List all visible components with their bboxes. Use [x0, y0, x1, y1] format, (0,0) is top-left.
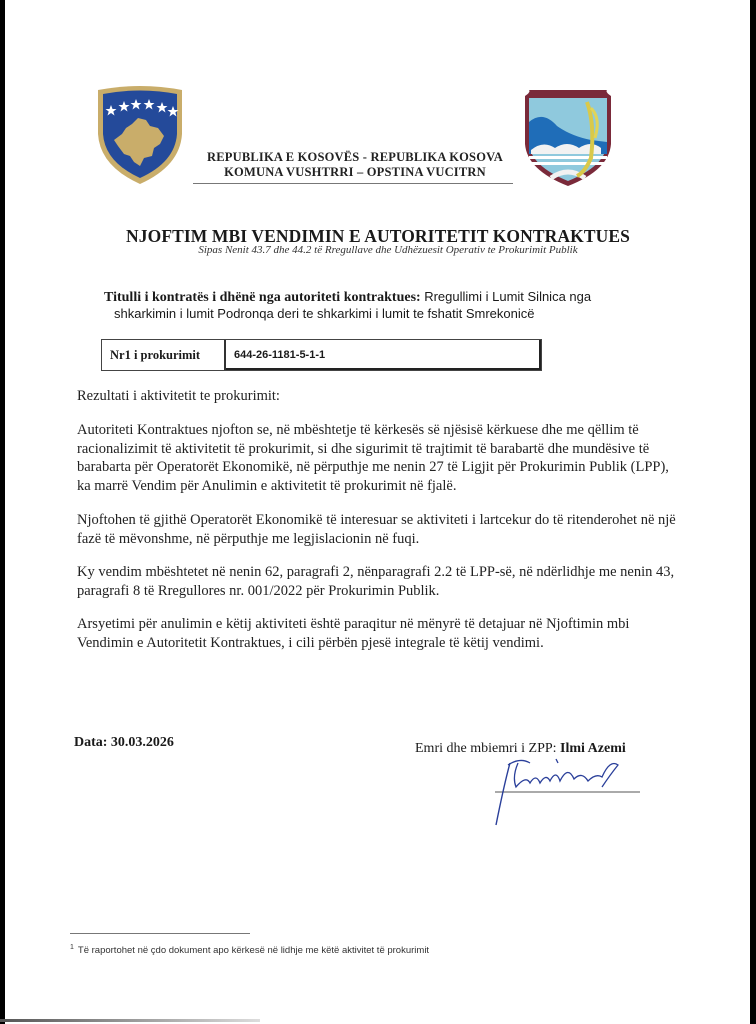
- contract-title-value-line1: Rregullimi i Lumit Silnica nga: [424, 289, 592, 304]
- issuer-header: [195, 150, 515, 180]
- contract-title-block: [104, 289, 664, 322]
- paragraph-retender-notice: Njoftohen të gjithë Operatorët Ekonomikë të interesuar se aktiviteti i lartcekur do të ritenderohet në një fazë të mëvonshme, në përputhje me legjislacionin në fuqi.: [77, 512, 676, 547]
- paragraph-legal-basis: Ky vendim mbështetet në nenin 62, paragrafi 2, nënparagrafi 2.2 të LPP-së, në ndërlidhje me nenin 43, paragrafi 8 të Rregullores nr. 001/2022 për Prokurimin Publik.: [77, 564, 675, 599]
- procurement-number-label: Nr1 i prokurimit: [102, 340, 226, 370]
- paragraph-decision: Autoriteti Kontraktues njofton se, në mbështetje të kërkesës së njësisë kërkuese dhe me qëllim të racionalizimit të aktivitetit të prokurimit, si dhe sigurimit të trajtimit të barabartë dhe mundësive të barabarta për Operatorët Ekonomikë, në përputhje me nenin 27 të Ligjit për Prokurimin Publik (LPP), ka marrë Vendim për Anulimin e aktivitetit të prokurimit në fjalë.: [77, 422, 669, 494]
- document-subtitle: Sipas Nenit 43.7 dhe 44.2 të Rregullave dhe Udhëzuesit Operativ te Prokurimit Publik: [198, 244, 578, 256]
- signature-icon: [490, 755, 645, 830]
- contract-title-value-line2: shkarkimin i lumit Podronqa deri te shkarkimi i lumit te fshatit Smrekonicë: [114, 306, 535, 321]
- procurement-number-value: 644-26-1181-5-1-1: [226, 340, 541, 370]
- zpp-name: Ilmi Azemi: [560, 741, 626, 756]
- result-heading: Rezultati i aktivitetit te prokurimit:: [77, 388, 280, 404]
- contract-title-label: Titulli i kontratës i dhënë nga autoriteti kontraktues:: [104, 290, 421, 305]
- page-edge-left: [0, 0, 5, 1024]
- document-title: NJOFTIM MBI VENDIMIN E AUTORITETIT KONTRAKTUES: [126, 226, 630, 246]
- vushtrri-municipality-emblem-icon: [521, 88, 615, 188]
- procurement-number-table: [101, 339, 542, 371]
- page-edge-right: [750, 0, 756, 1024]
- footnote: [70, 944, 429, 956]
- zpp-label: Emri dhe mbiemri i ZPP:: [415, 741, 561, 756]
- page-edge-bottom: [0, 1019, 260, 1022]
- header-line-republic: REPUBLIKA E KOSOVËS - REPUBLIKA KOSOVA: [207, 150, 503, 164]
- kosovo-coat-of-arms-icon: [94, 84, 186, 186]
- footnote-marker: 1: [70, 944, 74, 951]
- header-divider: [193, 183, 513, 184]
- document-date: Data: 30.03.2026: [74, 735, 174, 750]
- paragraph-justification: Arsyetimi për anulimin e këtij aktiviteti është paraqitur në mënyrë të detajuar në Njoftimin mbi Vendimin e Autoritetit Kontraktues, i cili përbën pjesë integrale të këtij vendimi.: [77, 616, 630, 651]
- header-line-municipality: KOMUNA VUSHTRRI – OPSTINA VUCITRN: [224, 165, 486, 179]
- footnote-text: Të raportohet në çdo dokument apo kërkesë në lidhje me këtë aktivitet të prokurimit: [77, 945, 430, 957]
- footnote-divider: [70, 933, 250, 934]
